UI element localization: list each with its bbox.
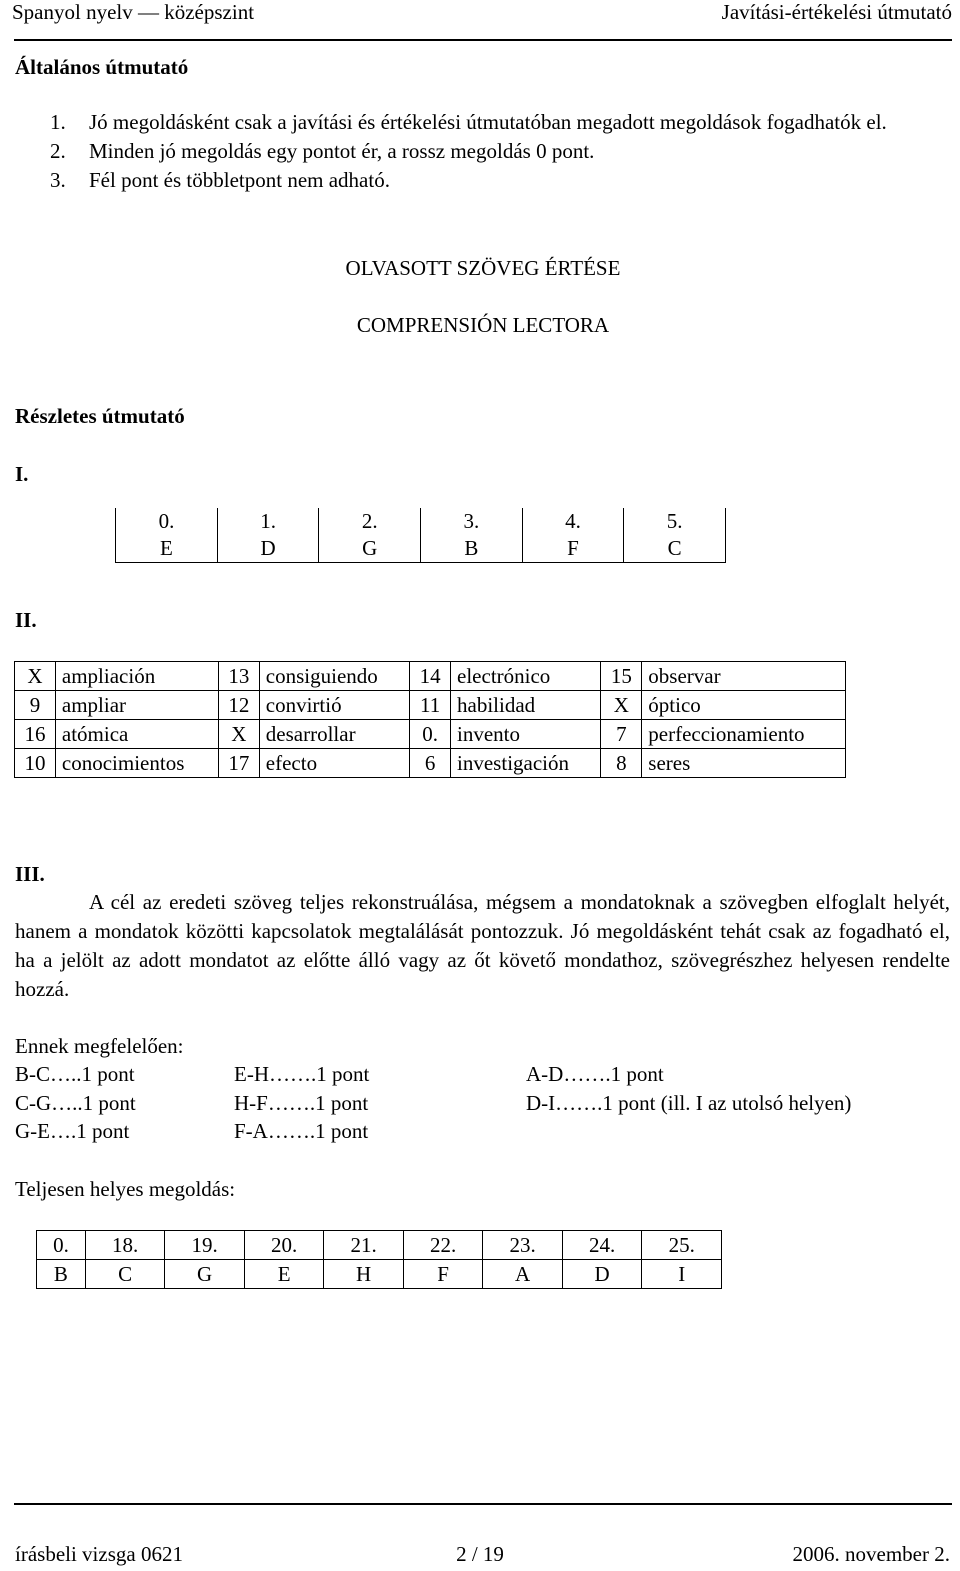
table-cell: 1. bbox=[217, 508, 319, 535]
table-cell: perfeccionamiento bbox=[642, 720, 846, 749]
table-cell: 22. bbox=[403, 1231, 483, 1260]
table-cell: 25. bbox=[642, 1231, 722, 1260]
table-cell: 8 bbox=[601, 749, 642, 778]
list-item bbox=[50, 108, 940, 137]
header-doc-type: Javítási-értékelési útmutató bbox=[721, 0, 952, 24]
table-cell: desarrollar bbox=[259, 720, 409, 749]
table-cell: 10 bbox=[15, 749, 56, 778]
table-cell: 3. bbox=[421, 508, 523, 535]
score-line: H-F…….1 pont bbox=[234, 1091, 369, 1115]
full-solution-label: Teljesen helyes megoldás: bbox=[15, 1177, 236, 1201]
table-cell: A bbox=[483, 1260, 563, 1289]
table-cell: 5. bbox=[624, 508, 726, 535]
part2-answer-table bbox=[14, 661, 846, 778]
table-cell: 16 bbox=[15, 720, 56, 749]
score-line: C-G…..1 pont bbox=[15, 1091, 136, 1115]
footer-page-number: 2 / 19 bbox=[456, 1542, 504, 1566]
list-item bbox=[50, 166, 940, 195]
table-cell: X bbox=[15, 662, 56, 691]
table-cell: atómica bbox=[55, 720, 218, 749]
list-item-number: 2. bbox=[50, 139, 66, 163]
table-cell: habilidad bbox=[451, 691, 601, 720]
table-cell: 17 bbox=[218, 749, 259, 778]
table-cell: óptico bbox=[642, 691, 846, 720]
table-row bbox=[37, 1260, 722, 1289]
table-row bbox=[14, 508, 726, 535]
table-cell: 11 bbox=[410, 691, 451, 720]
table-cell: F bbox=[522, 535, 624, 563]
table-cell: 14 bbox=[410, 662, 451, 691]
table-cell: 9 bbox=[15, 691, 56, 720]
table-cell bbox=[14, 535, 116, 563]
table-cell: X bbox=[601, 691, 642, 720]
table-cell: seres bbox=[642, 749, 846, 778]
part3-answer-table bbox=[36, 1230, 722, 1289]
footer-rule bbox=[14, 1503, 952, 1505]
header-rule bbox=[14, 39, 952, 41]
table-cell: 24. bbox=[562, 1231, 642, 1260]
table-cell: conocimientos bbox=[55, 749, 218, 778]
accordingly-label: Ennek megfelelően: bbox=[15, 1034, 184, 1058]
table-cell: efecto bbox=[259, 749, 409, 778]
footer-exam-id: írásbeli vizsga 0621 bbox=[15, 1542, 183, 1566]
table-cell: 18. bbox=[85, 1231, 165, 1260]
table-cell: 15 bbox=[601, 662, 642, 691]
table-cell: electrónico bbox=[451, 662, 601, 691]
table-cell: invento bbox=[451, 720, 601, 749]
table-cell: 2. bbox=[319, 508, 421, 535]
table-cell: observar bbox=[642, 662, 846, 691]
part3-instructions bbox=[15, 888, 950, 1004]
table-row bbox=[37, 1231, 722, 1260]
section-title-es: COMPRENSIÓN LECTORA bbox=[356, 313, 610, 337]
table-cell: ampliación bbox=[55, 662, 218, 691]
table-cell: investigación bbox=[451, 749, 601, 778]
footer-date: 2006. november 2. bbox=[792, 1542, 950, 1566]
table-cell: 0. bbox=[116, 508, 218, 535]
general-guide-list bbox=[50, 108, 940, 195]
table-cell: convirtió bbox=[259, 691, 409, 720]
list-item-text: Minden jó megoldás egy pontot ér, a rossz megoldás 0 pont. bbox=[89, 139, 595, 163]
score-line: F-A…….1 pont bbox=[234, 1119, 369, 1143]
table-cell: G bbox=[319, 535, 421, 563]
list-item-number: 1. bbox=[50, 110, 66, 134]
list-item-text: Fél pont és többletpont nem adható. bbox=[89, 168, 390, 192]
score-line: B-C…..1 pont bbox=[15, 1062, 135, 1086]
section-title-hu: OLVASOTT SZÖVEG ÉRTÉSE bbox=[345, 256, 621, 280]
table-cell: consiguiendo bbox=[259, 662, 409, 691]
score-line: D-I…….1 pont (ill. I az utolsó helyen) bbox=[526, 1091, 852, 1115]
table-cell: 0. bbox=[37, 1231, 86, 1260]
table-cell: 0. bbox=[410, 720, 451, 749]
table-cell: E bbox=[116, 535, 218, 563]
table-row bbox=[15, 749, 846, 778]
table-cell: 12 bbox=[218, 691, 259, 720]
table-cell: B bbox=[37, 1260, 86, 1289]
table-cell: I bbox=[642, 1260, 722, 1289]
table-cell: 13 bbox=[218, 662, 259, 691]
part3-paragraph-text: A cél az eredeti szöveg teljes rekonstruálása, mégsem a mondatoknak a szövegben elfoglalt helyét, hanem a mondatok közötti kapcsolatok megtalálását pontozzuk. Jó megoldásként tehát csak az fogadható el, ha a jelölt az adott mondatot az előtte álló vagy az őt követő mondathoz, szövegrészhez helyesen rendelte hozzá. bbox=[15, 890, 950, 1001]
detailed-guide-title: Részletes útmutató bbox=[15, 404, 185, 428]
table-cell: C bbox=[624, 535, 726, 563]
table-cell: 19. bbox=[165, 1231, 245, 1260]
table-cell: H bbox=[324, 1260, 404, 1289]
part1-label: I. bbox=[15, 462, 29, 486]
table-cell: 7 bbox=[601, 720, 642, 749]
table-row bbox=[15, 662, 846, 691]
table-cell: E bbox=[244, 1260, 324, 1289]
table-cell: ampliar bbox=[55, 691, 218, 720]
list-item-text: Jó megoldásként csak a javítási és értékelési útmutatóban megadott megoldások fogadhatók el. bbox=[89, 110, 887, 134]
table-cell bbox=[14, 508, 116, 535]
header-subject: Spanyol nyelv — középszint bbox=[12, 0, 255, 24]
table-cell: D bbox=[217, 535, 319, 563]
table-row bbox=[15, 691, 846, 720]
score-line: G-E….1 pont bbox=[15, 1119, 130, 1143]
list-item-number: 3. bbox=[50, 168, 66, 192]
table-cell: F bbox=[403, 1260, 483, 1289]
score-line: E-H…….1 pont bbox=[234, 1062, 370, 1086]
table-cell: D bbox=[562, 1260, 642, 1289]
score-line: A-D…….1 pont bbox=[526, 1062, 664, 1086]
table-cell: B bbox=[421, 535, 523, 563]
general-guide-title: Általános útmutató bbox=[15, 55, 189, 79]
table-cell: X bbox=[218, 720, 259, 749]
table-cell: 20. bbox=[244, 1231, 324, 1260]
part3-label: III. bbox=[15, 862, 45, 886]
table-cell: 21. bbox=[324, 1231, 404, 1260]
table-cell: 4. bbox=[522, 508, 624, 535]
table-cell: C bbox=[85, 1260, 165, 1289]
table-row bbox=[14, 535, 726, 563]
table-cell: G bbox=[165, 1260, 245, 1289]
list-item bbox=[50, 137, 940, 166]
table-cell: 23. bbox=[483, 1231, 563, 1260]
table-cell: 6 bbox=[410, 749, 451, 778]
part2-label: II. bbox=[15, 608, 37, 632]
part1-answer-table bbox=[14, 508, 726, 563]
table-row bbox=[15, 720, 846, 749]
